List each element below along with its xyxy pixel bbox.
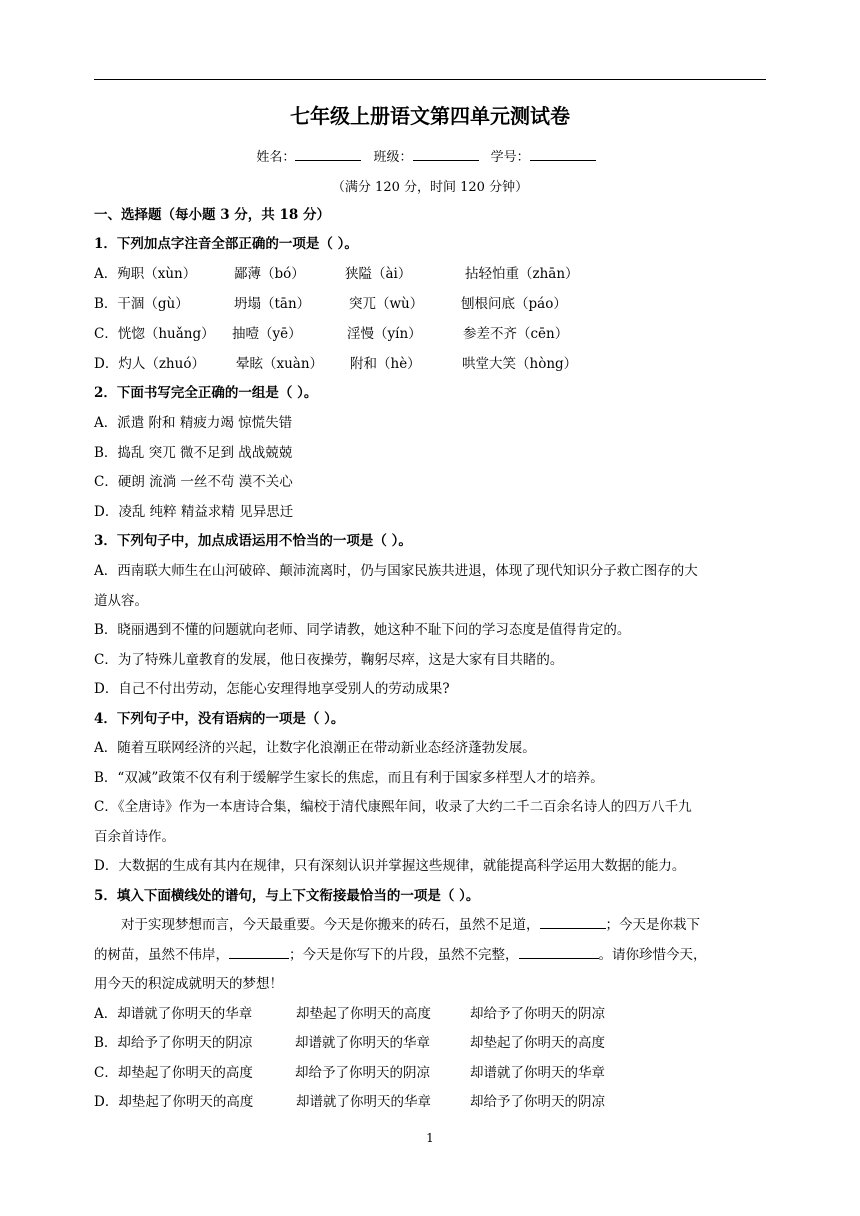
option-cell: 却给予了你明天的阴凉 [470, 1094, 605, 1110]
option-cell: B．却给予了你明天的阴凉 [94, 1035, 253, 1051]
option-line: D．自己不付出劳动，怎能心安理得地享受别人的劳动成果? [94, 681, 450, 697]
score-note: （满分 120 分，时间 120 分钟） [331, 180, 529, 195]
option-cell: 附和（hè） [350, 356, 421, 372]
option-cell: 狭隘（ài） [345, 266, 412, 282]
passage-text: 对于实现梦想而言，今天最重要。今天是你搬来的砖石，虽然不足道， [121, 917, 540, 933]
option-cell: 突兀（wù） [349, 296, 424, 312]
passage-line: 用今天的积淀成就明天的梦想！ [94, 976, 283, 992]
question-stem: 2．下面书写完全正确的一组是（ ）。 [94, 385, 318, 401]
option-cell: C．恍惚（huǎng） [94, 326, 215, 342]
option-line: C．《全唐诗》作为一本唐诗合集，编校于清代康熙年间，收录了大约二千二百余名诗人的四万八千九 [94, 799, 692, 815]
option-cell: 却给予了你明天的阴凉 [295, 1065, 430, 1081]
option-row [94, 319, 766, 349]
passage-text: 的树苗，虽然不伟岸， [94, 947, 229, 963]
name-label: 姓名： [256, 150, 296, 165]
option-cell: 却谱就了你明天的华章 [470, 1065, 605, 1081]
page-number: 1 [426, 1131, 434, 1145]
option-line: A．西南联大师生在山河破碎、颠沛流离时，仍与国家民族共进退，体现了现代知识分子救亡图存的大 [94, 563, 698, 579]
section-title: 一、选择题（每小题 3 分，共 18 分） [94, 207, 330, 223]
passage-text: ；今天是你写下的片段，虽然不完整， [289, 947, 519, 963]
question-stem: 4．下列句子中，没有语病的一项是（ ）。 [94, 711, 345, 727]
option-cell: A．殉职（xùn） [94, 266, 197, 282]
passage-line [94, 910, 766, 940]
option-cell: 哄堂大笑（hòng） [462, 356, 578, 372]
option-line: D．凌乱 纯粹 精益求精 见异思迁 [94, 504, 294, 520]
option-line: D．大数据的生成有其内在规律，只有深刻认识并掌握这些规律，就能提高科学运用大数据的能力。 [94, 858, 686, 874]
id-blank [530, 146, 596, 161]
option-cell: B．干涸（gù） [94, 296, 189, 312]
fill-blank-1 [540, 914, 606, 929]
class-label: 班级： [373, 150, 413, 165]
passage-text: ；今天是你栽下 [605, 917, 700, 933]
question-stem: 5．填入下面横线处的谱句，与上下文衔接最恰当的一项是（ ）。 [94, 888, 480, 904]
option-cell: 坍塌（tān） [234, 296, 311, 312]
option-cell: 却谱就了你明天的华章 [295, 1035, 430, 1051]
option-cell: 拈轻怕重（zhān） [465, 266, 579, 282]
option-cell: 抽噎（yē） [232, 326, 302, 342]
option-row [94, 1028, 766, 1058]
option-line: C．硬朗 流淌 一丝不茍 漠不关心 [94, 474, 293, 490]
option-cell: 刨根问底（páo） [461, 296, 567, 312]
name-blank [295, 146, 361, 161]
option-cell: 鄙薄（bó） [234, 266, 305, 282]
fill-blank-3 [519, 944, 599, 959]
option-cell: D．灼人（zhuó） [94, 356, 205, 372]
option-cell: A．却谱就了你明天的华章 [94, 1006, 253, 1022]
option-line: B．捣乱 突兀 微不足到 战战兢兢 [94, 445, 293, 461]
option-row [94, 999, 766, 1029]
id-label: 学号： [490, 150, 530, 165]
option-line: C．为了特殊儿童教育的发展，他日夜操劳，鞠躬尽瘁，这是大家有目共睹的。 [94, 652, 564, 668]
page-title: 七年级上册语文第四单元测试卷 [290, 104, 570, 128]
option-line: 百余首诗作。 [94, 829, 175, 845]
option-cell: 却给予了你明天的阴凉 [470, 1006, 605, 1022]
option-cell: 晕眩（xuàn） [236, 356, 324, 372]
passage-text: 。请你珍惜今天， [598, 947, 707, 963]
question-stem: 3．下列句子中，加点成语运用不恰当的一项是（ ）。 [94, 533, 412, 549]
student-info-line [0, 146, 860, 168]
option-cell: 淫慢（yín） [347, 326, 422, 342]
option-cell: 却垫起了你明天的高度 [296, 1006, 431, 1022]
passage-line [94, 940, 766, 970]
option-cell: 却垫起了你明天的高度 [470, 1035, 605, 1051]
class-blank [413, 146, 479, 161]
option-cell: 参差不齐（cēn） [463, 326, 569, 342]
question-stem: 1．下列加点字注音全部正确的一项是（ ）。 [94, 236, 358, 252]
option-cell: 却谱就了你明天的华章 [296, 1094, 431, 1110]
fill-blank-2 [229, 944, 289, 959]
option-row [94, 1058, 766, 1088]
header-rule [94, 79, 766, 80]
option-row [94, 259, 766, 289]
option-line: A．随着互联网经济的兴起，让数字化浪潮正在带动新业态经济蓬勃发展。 [94, 740, 536, 756]
option-cell: C．却垫起了你明天的高度 [94, 1065, 253, 1081]
option-row [94, 289, 766, 319]
option-cell: D．却垫起了你明天的高度 [94, 1094, 254, 1110]
option-row [94, 349, 766, 379]
option-row [94, 1087, 766, 1117]
option-line: A．派遣 附和 精疲力竭 惊慌失错 [94, 415, 293, 431]
option-line: 道从容。 [94, 593, 148, 609]
option-line: B．“双减”政策不仅有利于缓解学生家长的焦虑，而且有利于国家多样型人才的培养。 [94, 770, 604, 786]
option-line: B．晓丽遇到不懂的问题就向老师、同学请教，她这种不耻下问的学习态度是值得肯定的。 [94, 622, 631, 638]
